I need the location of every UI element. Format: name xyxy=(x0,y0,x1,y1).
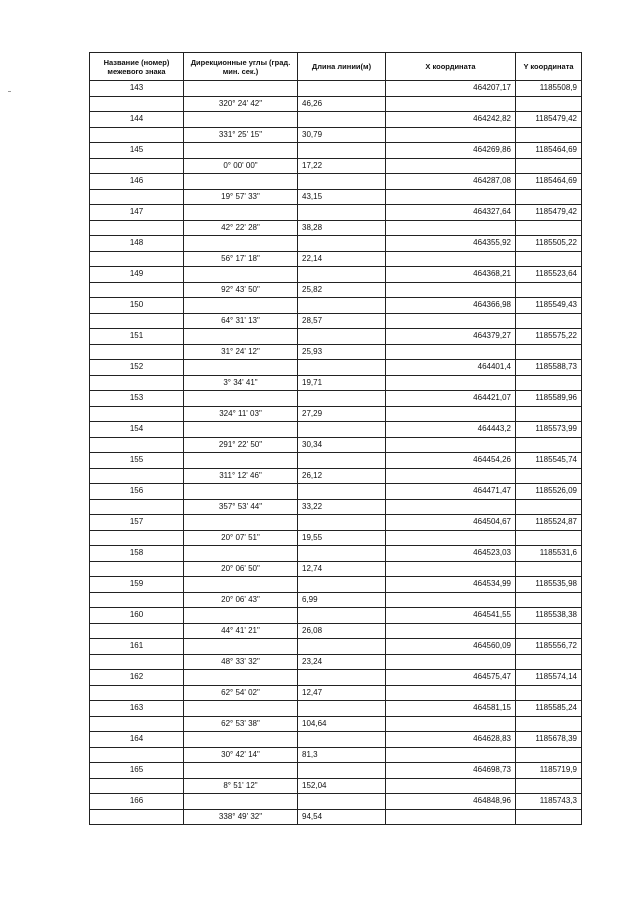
mark-cell: 161 xyxy=(90,639,184,655)
x-coordinate-cell: 464471,47 xyxy=(386,484,516,500)
x-coordinate-cell: 464242,82 xyxy=(386,112,516,128)
direction-angle-cell: 20° 06' 50" xyxy=(184,561,298,577)
empty-cell xyxy=(298,577,386,593)
segment-row xyxy=(90,251,582,267)
empty-cell xyxy=(90,220,184,236)
empty-cell xyxy=(184,174,298,190)
empty-cell xyxy=(184,391,298,407)
point-row xyxy=(90,515,582,531)
empty-cell xyxy=(516,778,582,794)
line-length-cell: 19,55 xyxy=(298,530,386,546)
y-coordinate-cell: 1185464,69 xyxy=(516,174,582,190)
empty-cell xyxy=(184,546,298,562)
segment-row xyxy=(90,654,582,670)
direction-angle-cell: 56° 17' 18" xyxy=(184,251,298,267)
point-row xyxy=(90,794,582,810)
segment-row xyxy=(90,344,582,360)
empty-cell xyxy=(184,112,298,128)
mark-cell: 145 xyxy=(90,143,184,159)
line-length-cell: 25,93 xyxy=(298,344,386,360)
line-length-cell: 38,28 xyxy=(298,220,386,236)
header-x: X координата xyxy=(386,53,516,81)
empty-cell xyxy=(516,561,582,577)
empty-cell xyxy=(90,654,184,670)
direction-angle-cell: 30° 42' 14" xyxy=(184,747,298,763)
y-coordinate-cell: 1185588,73 xyxy=(516,360,582,376)
empty-cell xyxy=(184,422,298,438)
y-coordinate-cell: 1185523,64 xyxy=(516,267,582,283)
direction-angle-cell: 64° 31' 13" xyxy=(184,313,298,329)
point-row xyxy=(90,360,582,376)
x-coordinate-cell: 464207,17 xyxy=(386,81,516,97)
empty-cell xyxy=(516,685,582,701)
y-coordinate-cell: 1185574,14 xyxy=(516,670,582,686)
y-coordinate-cell: 1185573,99 xyxy=(516,422,582,438)
empty-cell xyxy=(184,267,298,283)
y-coordinate-cell: 1185549,43 xyxy=(516,298,582,314)
header-y: Y координата xyxy=(516,53,582,81)
empty-cell xyxy=(386,623,516,639)
empty-cell xyxy=(298,763,386,779)
empty-cell xyxy=(516,344,582,360)
mark-cell: 146 xyxy=(90,174,184,190)
line-length-cell: 43,15 xyxy=(298,189,386,205)
empty-cell xyxy=(90,437,184,453)
empty-cell xyxy=(184,794,298,810)
empty-cell xyxy=(90,375,184,391)
line-length-cell: 12,47 xyxy=(298,685,386,701)
y-coordinate-cell: 1185464,69 xyxy=(516,143,582,159)
line-length-cell: 27,29 xyxy=(298,406,386,422)
empty-cell xyxy=(184,639,298,655)
segment-row xyxy=(90,282,582,298)
point-row xyxy=(90,391,582,407)
x-coordinate-cell: 464534,99 xyxy=(386,577,516,593)
empty-cell xyxy=(298,360,386,376)
line-length-cell: 6,99 xyxy=(298,592,386,608)
y-coordinate-cell: 1185505,22 xyxy=(516,236,582,252)
empty-cell xyxy=(386,747,516,763)
x-coordinate-cell: 464560,09 xyxy=(386,639,516,655)
empty-cell xyxy=(298,205,386,221)
empty-cell xyxy=(516,530,582,546)
empty-cell xyxy=(184,143,298,159)
empty-cell xyxy=(90,809,184,825)
x-coordinate-cell: 464575,47 xyxy=(386,670,516,686)
mark-cell: 149 xyxy=(90,267,184,283)
header-angle: Дирекционные углы (град. мин. сек.) xyxy=(184,53,298,81)
segment-row xyxy=(90,778,582,794)
direction-angle-cell: 19° 57' 33" xyxy=(184,189,298,205)
direction-angle-cell: 20° 06' 43" xyxy=(184,592,298,608)
direction-angle-cell: 3° 34' 41" xyxy=(184,375,298,391)
mark-cell: 166 xyxy=(90,794,184,810)
empty-cell xyxy=(386,654,516,670)
x-coordinate-cell: 464401,4 xyxy=(386,360,516,376)
line-length-cell: 46,26 xyxy=(298,96,386,112)
mark-cell: 144 xyxy=(90,112,184,128)
x-coordinate-cell: 464698,73 xyxy=(386,763,516,779)
empty-cell xyxy=(298,422,386,438)
empty-cell xyxy=(516,313,582,329)
empty-cell xyxy=(298,732,386,748)
empty-cell xyxy=(386,313,516,329)
empty-cell xyxy=(90,313,184,329)
x-coordinate-cell: 464355,92 xyxy=(386,236,516,252)
line-length-cell: 94,54 xyxy=(298,809,386,825)
empty-cell xyxy=(386,499,516,515)
empty-cell xyxy=(516,96,582,112)
x-coordinate-cell: 464454,26 xyxy=(386,453,516,469)
x-coordinate-cell: 464368,21 xyxy=(386,267,516,283)
empty-cell xyxy=(386,561,516,577)
segment-row xyxy=(90,437,582,453)
empty-cell xyxy=(90,282,184,298)
empty-cell xyxy=(90,344,184,360)
direction-angle-cell: 44° 41' 21" xyxy=(184,623,298,639)
x-coordinate-cell: 464421,07 xyxy=(386,391,516,407)
line-length-cell: 26,12 xyxy=(298,468,386,484)
header-mark: Название (номер) межевого знака xyxy=(90,53,184,81)
empty-cell xyxy=(386,468,516,484)
y-coordinate-cell: 1185524,87 xyxy=(516,515,582,531)
empty-cell xyxy=(516,747,582,763)
segment-row xyxy=(90,747,582,763)
point-row xyxy=(90,267,582,283)
line-length-cell: 12,74 xyxy=(298,561,386,577)
empty-cell xyxy=(90,623,184,639)
mark-cell: 164 xyxy=(90,732,184,748)
empty-cell xyxy=(516,375,582,391)
x-coordinate-cell: 464366,98 xyxy=(386,298,516,314)
line-length-cell: 81,3 xyxy=(298,747,386,763)
empty-cell xyxy=(516,437,582,453)
y-coordinate-cell: 1185508,9 xyxy=(516,81,582,97)
x-coordinate-cell: 464327,64 xyxy=(386,205,516,221)
empty-cell xyxy=(184,329,298,345)
direction-angle-cell: 324° 11' 03" xyxy=(184,406,298,422)
empty-cell xyxy=(184,732,298,748)
empty-cell xyxy=(386,406,516,422)
segment-row xyxy=(90,406,582,422)
empty-cell xyxy=(386,716,516,732)
x-coordinate-cell: 464628,83 xyxy=(386,732,516,748)
empty-cell xyxy=(516,592,582,608)
empty-cell xyxy=(386,282,516,298)
empty-cell xyxy=(298,670,386,686)
line-length-cell: 30,34 xyxy=(298,437,386,453)
empty-cell xyxy=(386,251,516,267)
x-coordinate-cell: 464504,67 xyxy=(386,515,516,531)
empty-cell xyxy=(298,236,386,252)
empty-cell xyxy=(90,561,184,577)
empty-cell xyxy=(516,189,582,205)
empty-cell xyxy=(516,406,582,422)
empty-cell xyxy=(184,453,298,469)
empty-cell xyxy=(298,608,386,624)
empty-cell xyxy=(298,81,386,97)
empty-cell xyxy=(90,189,184,205)
y-coordinate-cell: 1185538,38 xyxy=(516,608,582,624)
segment-row xyxy=(90,716,582,732)
line-length-cell: 152,04 xyxy=(298,778,386,794)
empty-cell xyxy=(386,127,516,143)
point-row xyxy=(90,81,582,97)
point-row xyxy=(90,577,582,593)
empty-cell xyxy=(516,623,582,639)
point-row xyxy=(90,639,582,655)
table-body xyxy=(90,81,582,825)
empty-cell xyxy=(298,267,386,283)
empty-cell xyxy=(90,468,184,484)
empty-cell xyxy=(516,127,582,143)
y-coordinate-cell: 1185531,6 xyxy=(516,546,582,562)
point-row xyxy=(90,732,582,748)
empty-cell xyxy=(184,360,298,376)
empty-cell xyxy=(386,220,516,236)
empty-cell xyxy=(298,174,386,190)
empty-cell xyxy=(184,701,298,717)
point-row xyxy=(90,236,582,252)
empty-cell xyxy=(298,484,386,500)
empty-cell xyxy=(298,391,386,407)
empty-cell xyxy=(386,96,516,112)
empty-cell xyxy=(386,530,516,546)
empty-cell xyxy=(516,282,582,298)
segment-row xyxy=(90,96,582,112)
segment-row xyxy=(90,127,582,143)
point-row xyxy=(90,422,582,438)
empty-cell xyxy=(184,515,298,531)
point-row xyxy=(90,205,582,221)
direction-angle-cell: 291° 22' 50" xyxy=(184,437,298,453)
mark-cell: 159 xyxy=(90,577,184,593)
y-coordinate-cell: 1185479,42 xyxy=(516,205,582,221)
segment-row xyxy=(90,220,582,236)
empty-cell xyxy=(90,592,184,608)
mark-cell: 154 xyxy=(90,422,184,438)
mark-cell: 153 xyxy=(90,391,184,407)
mark-cell: 155 xyxy=(90,453,184,469)
segment-row xyxy=(90,189,582,205)
line-length-cell: 23,24 xyxy=(298,654,386,670)
segment-row xyxy=(90,530,582,546)
mark-cell: 147 xyxy=(90,205,184,221)
empty-cell xyxy=(90,778,184,794)
empty-cell xyxy=(516,654,582,670)
x-coordinate-cell: 464287,08 xyxy=(386,174,516,190)
y-coordinate-cell: 1185743,3 xyxy=(516,794,582,810)
y-coordinate-cell: 1185589,96 xyxy=(516,391,582,407)
mark-cell: 160 xyxy=(90,608,184,624)
direction-angle-cell: 0° 00' 00" xyxy=(184,158,298,174)
segment-row xyxy=(90,685,582,701)
empty-cell xyxy=(184,577,298,593)
x-coordinate-cell: 464443,2 xyxy=(386,422,516,438)
empty-cell xyxy=(90,96,184,112)
empty-cell xyxy=(90,158,184,174)
direction-angle-cell: 48° 33' 32" xyxy=(184,654,298,670)
empty-cell xyxy=(386,158,516,174)
empty-cell xyxy=(90,530,184,546)
empty-cell xyxy=(386,592,516,608)
empty-cell xyxy=(298,298,386,314)
x-coordinate-cell: 464523,03 xyxy=(386,546,516,562)
direction-angle-cell: 62° 54' 02" xyxy=(184,685,298,701)
empty-cell xyxy=(298,453,386,469)
direction-angle-cell: 311° 12' 46" xyxy=(184,468,298,484)
empty-cell xyxy=(516,809,582,825)
header-length: Длина линии(м) xyxy=(298,53,386,81)
direction-angle-cell: 8° 51' 12" xyxy=(184,778,298,794)
empty-cell xyxy=(184,608,298,624)
y-coordinate-cell: 1185479,42 xyxy=(516,112,582,128)
point-row xyxy=(90,143,582,159)
mark-cell: 152 xyxy=(90,360,184,376)
segment-row xyxy=(90,468,582,484)
empty-cell xyxy=(516,220,582,236)
empty-cell xyxy=(386,778,516,794)
direction-angle-cell: 331° 25' 15" xyxy=(184,127,298,143)
mark-cell: 157 xyxy=(90,515,184,531)
segment-row xyxy=(90,561,582,577)
mark-cell: 143 xyxy=(90,81,184,97)
direction-angle-cell: 357° 53' 44" xyxy=(184,499,298,515)
line-length-cell: 25,82 xyxy=(298,282,386,298)
empty-cell xyxy=(184,205,298,221)
empty-cell xyxy=(298,329,386,345)
empty-cell xyxy=(516,499,582,515)
line-length-cell: 17,22 xyxy=(298,158,386,174)
empty-cell xyxy=(184,670,298,686)
empty-cell xyxy=(90,406,184,422)
empty-cell xyxy=(90,499,184,515)
y-coordinate-cell: 1185678,39 xyxy=(516,732,582,748)
empty-cell xyxy=(386,809,516,825)
empty-cell xyxy=(386,344,516,360)
mark-cell: 150 xyxy=(90,298,184,314)
empty-cell xyxy=(90,716,184,732)
line-length-cell: 22,14 xyxy=(298,251,386,267)
empty-cell xyxy=(516,716,582,732)
mark-cell: 158 xyxy=(90,546,184,562)
empty-cell xyxy=(516,251,582,267)
empty-cell xyxy=(184,236,298,252)
x-coordinate-cell: 464848,96 xyxy=(386,794,516,810)
mark-cell: 151 xyxy=(90,329,184,345)
line-length-cell: 26,08 xyxy=(298,623,386,639)
empty-cell xyxy=(298,546,386,562)
point-row xyxy=(90,112,582,128)
x-coordinate-cell: 464541,55 xyxy=(386,608,516,624)
point-row xyxy=(90,670,582,686)
direction-angle-cell: 92° 43' 50" xyxy=(184,282,298,298)
y-coordinate-cell: 1185556,72 xyxy=(516,639,582,655)
point-row xyxy=(90,329,582,345)
direction-angle-cell: 20° 07' 51" xyxy=(184,530,298,546)
empty-cell xyxy=(184,763,298,779)
empty-cell xyxy=(90,747,184,763)
y-coordinate-cell: 1185719,9 xyxy=(516,763,582,779)
line-length-cell: 33,22 xyxy=(298,499,386,515)
direction-angle-cell: 320° 24' 42" xyxy=(184,96,298,112)
point-row xyxy=(90,546,582,562)
line-length-cell: 28,57 xyxy=(298,313,386,329)
line-length-cell: 104,64 xyxy=(298,716,386,732)
segment-row xyxy=(90,809,582,825)
empty-cell xyxy=(90,251,184,267)
segment-row xyxy=(90,623,582,639)
direction-angle-cell: 62° 53' 38" xyxy=(184,716,298,732)
empty-cell xyxy=(386,189,516,205)
empty-cell xyxy=(298,515,386,531)
empty-cell xyxy=(386,685,516,701)
segment-row xyxy=(90,158,582,174)
empty-cell xyxy=(298,794,386,810)
segment-row xyxy=(90,592,582,608)
y-coordinate-cell: 1185575,22 xyxy=(516,329,582,345)
empty-cell xyxy=(516,468,582,484)
point-row xyxy=(90,763,582,779)
segment-row xyxy=(90,499,582,515)
empty-cell xyxy=(184,298,298,314)
line-length-cell: 19,71 xyxy=(298,375,386,391)
segment-row xyxy=(90,313,582,329)
point-row xyxy=(90,453,582,469)
segment-row xyxy=(90,375,582,391)
empty-cell xyxy=(298,112,386,128)
x-coordinate-cell: 464379,27 xyxy=(386,329,516,345)
empty-cell xyxy=(386,375,516,391)
empty-cell xyxy=(184,484,298,500)
empty-cell xyxy=(184,81,298,97)
mark-cell: 163 xyxy=(90,701,184,717)
y-coordinate-cell: 1185526,09 xyxy=(516,484,582,500)
empty-cell xyxy=(386,437,516,453)
x-coordinate-cell: 464581,15 xyxy=(386,701,516,717)
boundary-coordinates-table xyxy=(89,52,582,825)
y-coordinate-cell: 1185545,74 xyxy=(516,453,582,469)
empty-cell xyxy=(298,701,386,717)
empty-cell xyxy=(298,143,386,159)
mark-cell: 156 xyxy=(90,484,184,500)
line-length-cell: 30,79 xyxy=(298,127,386,143)
empty-cell xyxy=(516,158,582,174)
point-row xyxy=(90,701,582,717)
header-row xyxy=(90,53,582,81)
empty-cell xyxy=(298,639,386,655)
x-coordinate-cell: 464269,86 xyxy=(386,143,516,159)
point-row xyxy=(90,608,582,624)
scan-mark xyxy=(8,91,11,92)
mark-cell: 148 xyxy=(90,236,184,252)
direction-angle-cell: 42° 22' 28" xyxy=(184,220,298,236)
empty-cell xyxy=(90,127,184,143)
point-row xyxy=(90,484,582,500)
mark-cell: 165 xyxy=(90,763,184,779)
y-coordinate-cell: 1185535,98 xyxy=(516,577,582,593)
direction-angle-cell: 31° 24' 12" xyxy=(184,344,298,360)
mark-cell: 162 xyxy=(90,670,184,686)
direction-angle-cell: 338° 49' 32" xyxy=(184,809,298,825)
y-coordinate-cell: 1185585,24 xyxy=(516,701,582,717)
point-row xyxy=(90,298,582,314)
empty-cell xyxy=(90,685,184,701)
point-row xyxy=(90,174,582,190)
